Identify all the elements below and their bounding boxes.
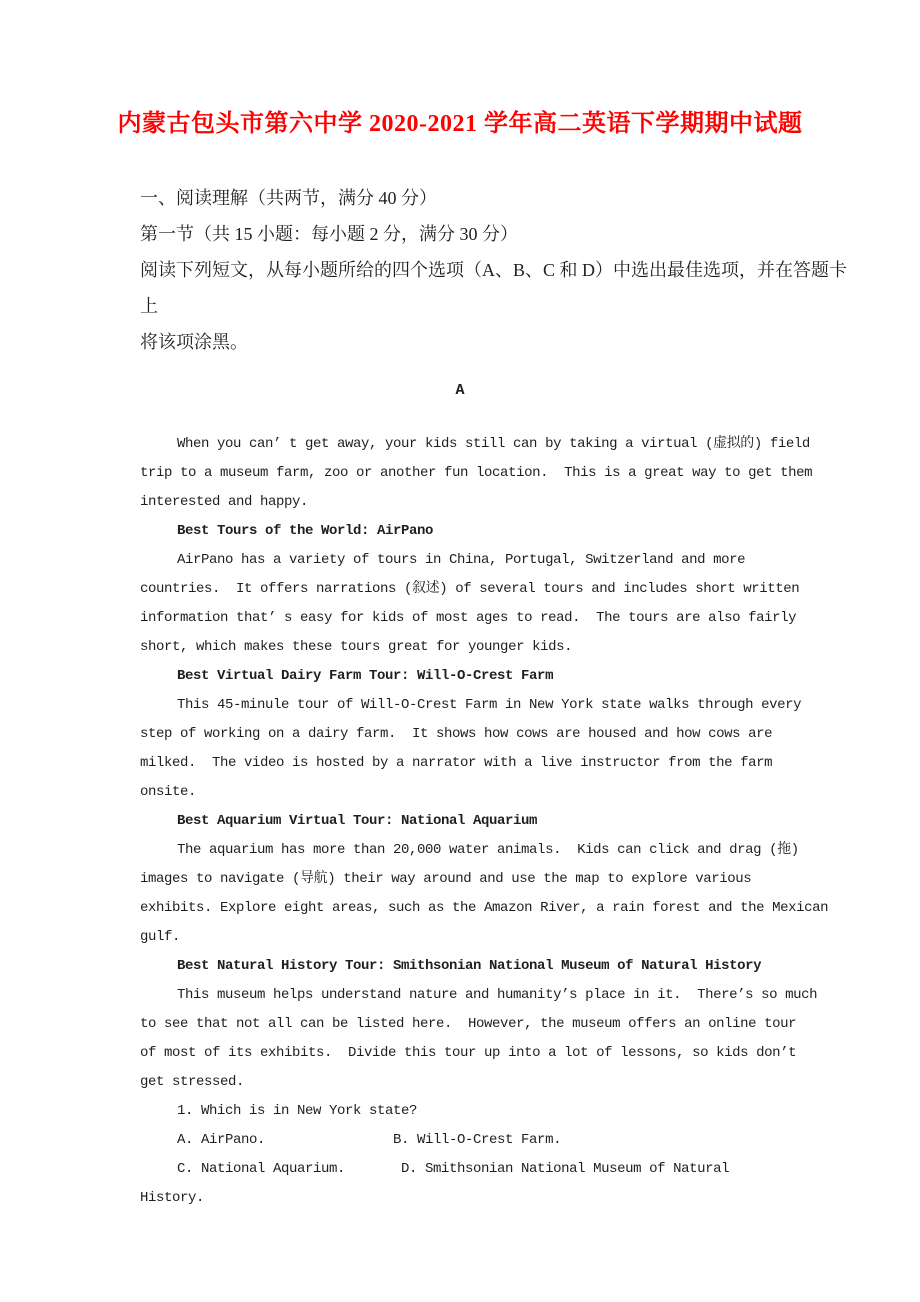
heading-line: Best Virtual Dairy Farm Tour: Will-O-Crest Farm [177,668,554,684]
passage-body [140,430,856,1213]
text-line: information that’ s easy for kids of most ages to read. The tours are also fairly [140,610,797,626]
intro-line: 将该项涂黑。 [140,332,248,352]
intro-section [140,180,860,360]
text-line: milked. The video is hosted by a narrator with a live instructor from the farm [140,755,773,771]
text-line: History. [140,1190,205,1206]
question-line: 1. Which is in New York state? [177,1103,418,1119]
text-line: of most of its exhibits. Divide this tour up into a lot of lessons, so kids don’t [140,1045,797,1061]
text-line: This 45-minule tour of Will-O-Crest Farm in New York state walks through every [177,697,802,713]
document-title: 内蒙古包头市第六中学 2020-2021 学年高二英语下学期期中试题 [117,111,803,137]
text-line: When you can’ t get away, your kids still can by taking a virtual (虚拟的) field [177,436,810,452]
text-line: images to navigate (导航) their way around and use the map to explore various [140,871,752,887]
text-line: This museum helps understand nature and humanity’s place in it. There’s so much [177,987,818,1003]
text-line: The aquarium has more than 20,000 water animals. Kids can click and drag (拖) [177,842,799,858]
text-line: trip to a museum farm, zoo or another fun location. This is a great way to get them [140,465,813,481]
text-line: countries. It offers narrations (叙述) of several tours and includes short written [140,581,800,597]
text-line: AirPano has a variety of tours in China, Portugal, Switzerland and more [177,552,746,568]
intro-line: 第一节（共 15 小题：每小题 2 分，满分 30 分） [140,224,518,244]
text-line: exhibits. Explore eight areas, such as the Amazon River, a rain forest and the Mexican [140,900,829,916]
option-line: A. AirPano. B. Will-O-Crest Farm. [177,1132,562,1148]
text-line: short, which makes these tours great for younger kids. [140,639,573,655]
text-line: interested and happy. [140,494,309,510]
text-line: onsite. [140,784,197,800]
intro-line: 一、阅读理解（共两节，满分 40 分） [140,188,437,208]
text-line: get stressed. [140,1074,245,1090]
option-line: C. National Aquarium. D. Smithsonian National Museum of Natural [177,1161,730,1177]
text-line: to see that not all can be listed here. However, the museum offers an online tour [140,1016,797,1032]
heading-line: Best Natural History Tour: Smithsonian National Museum of Natural History [177,958,762,974]
intro-line: 阅读下列短文，从每小题所给的四个选项（A、B、C 和 D）中选出最佳选项，并在答题卡上 [140,260,848,316]
text-line: step of working on a dairy farm. It shows how cows are housed and how cows are [140,726,773,742]
heading-line: Best Aquarium Virtual Tour: National Aquarium [177,813,538,829]
section-label: A [455,382,465,399]
text-line: gulf. [140,929,181,945]
heading-line: Best Tours of the World: AirPano [177,523,434,539]
